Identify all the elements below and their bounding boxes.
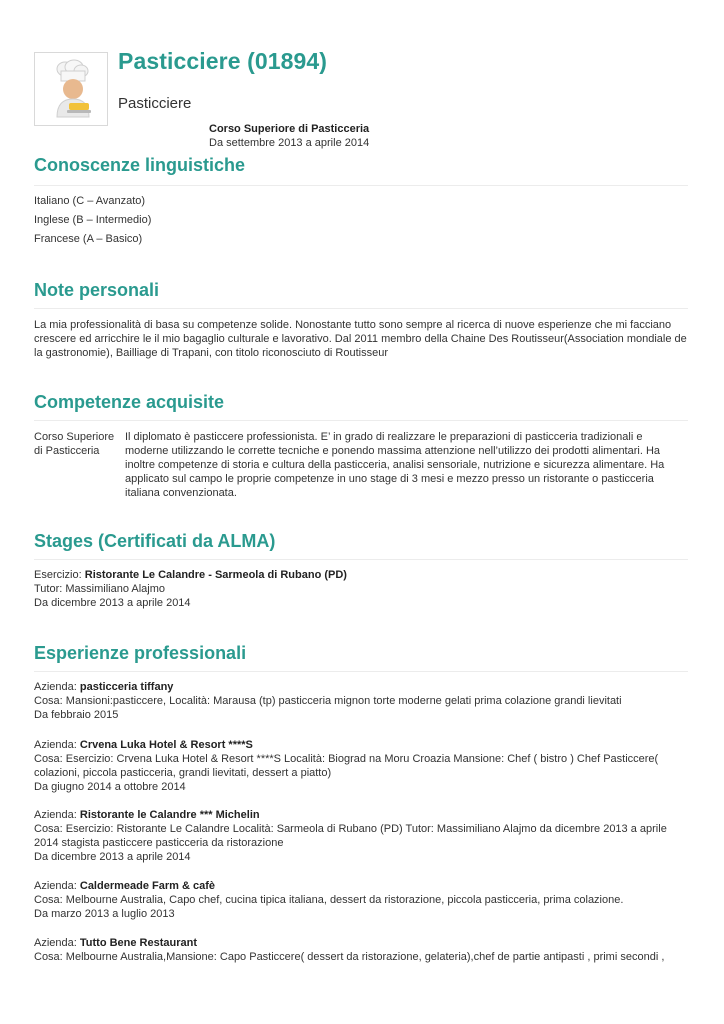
- stage-label: Esercizio:: [34, 569, 82, 581]
- page-title: Pasticciere (01894): [118, 48, 328, 74]
- experience-period: Da dicembre 2013 a aprile 2014: [34, 851, 191, 863]
- languages-list: [34, 192, 151, 249]
- experience-label: Azienda:: [34, 880, 77, 892]
- section-title-experience: Esperienze professionali: [34, 643, 247, 663]
- profile-photo: [34, 52, 108, 126]
- experience-item: [34, 936, 688, 964]
- experience-item: [34, 680, 688, 722]
- stage-entry: [34, 568, 688, 610]
- section-divider: [34, 420, 688, 421]
- experience-label: Azienda:: [34, 681, 77, 693]
- stage-period: Da dicembre 2013 a aprile 2014: [34, 597, 191, 609]
- section-title-skills: Competenze acquisite: [34, 392, 225, 412]
- experience-description: Cosa: Melbourne Australia,Mansione: Capo Pasticcere( dessert da ristorazione, gelateria),chef de partie antipasti , primi secondi ,: [34, 951, 665, 963]
- experience-description: Cosa: Esercizio: Crvena Luka Hotel & Resort ****S Località: Biograd na Moru Croazia Mansione: Chef ( bistro ) Chef Pasticcere( colazioni, piccola pasticceria, grandi lievitati, dessert a piatto): [34, 753, 659, 779]
- experience-item: [34, 879, 688, 921]
- education-entry: [209, 122, 369, 150]
- stage-tutor: Tutor: Massimiliano Alajmo: [34, 583, 166, 595]
- experience-company: Tutto Bene Restaurant: [79, 937, 198, 949]
- experience-period: Da febbraio 2015: [34, 709, 119, 721]
- chef-avatar-icon: [43, 59, 101, 121]
- experience-item: [34, 808, 688, 864]
- experience-label: Azienda:: [34, 809, 77, 821]
- education-period: Da settembre 2013 a aprile 2014: [209, 137, 370, 149]
- experience-label: Azienda:: [34, 937, 77, 949]
- skill-name: Corso Superiore di Pasticceria: [34, 431, 115, 457]
- section-divider: [34, 308, 688, 309]
- section-divider: [34, 671, 688, 672]
- language-item: Francese (A – Basico): [34, 233, 143, 245]
- section-title-stages: Stages (Certificati da ALMA): [34, 531, 276, 551]
- skill-description: Il diplomato è pasticcere professionista. E’ in grado di realizzare le preparazioni di pasticceria tradizionali e moderne utilizzando le corrette tecniche e ponendo massima attenzione nell’utilizzo dei prodotti alimentari. Ha inoltre competenze di storia e cultura della pasticceria, analisi sensoriale, nutrizione e sicurezza alimentare. Ha applicato sul campo le proprie competenze in uno stage di 3 mesi e mezzo presso un ristorante o pasticceria italiana convenzionata.: [125, 431, 665, 499]
- experience-item: [34, 738, 688, 794]
- education-title: Corso Superiore di Pasticceria: [209, 123, 370, 135]
- experience-description: Cosa: Esercizio: Ristorante Le Calandre Località: Sarmeola di Rubano (PD) Tutor: Massimiliano Alajmo da dicembre 2013 a aprile 2014 stagista pasticcere pasticceria da ristorazione: [34, 823, 667, 849]
- section-divider: [34, 559, 688, 560]
- section-divider: [34, 185, 688, 186]
- experience-company: Crvena Luka Hotel & Resort ****S: [79, 739, 253, 751]
- section-title-languages: Conoscenze linguistiche: [34, 155, 246, 175]
- notes-text: La mia professionalità di basa su competenze solide. Nonostante tutto sono sempre al ricerca di nuove esperienze che mi facciano crescere ed arricchire le il mio bagaglio culturale e lavorativo. Dal 2011 membro della Chaine Des Routisseur(Association mondiale de la gastronomie), Bailliage di Trapani, con titolo riconosciuto di Routisseur: [34, 319, 687, 359]
- experience-description: Cosa: Melbourne Australia, Capo chef, cucina tipica italiana, dessert da ristorazione, piccola pasticceria, prima colazione.: [34, 894, 624, 906]
- experience-company: pasticceria tiffany: [79, 681, 174, 693]
- experience-company: Ristorante le Calandre *** Michelin: [79, 809, 260, 821]
- experience-period: Da marzo 2013 a luglio 2013: [34, 908, 175, 920]
- experience-period: Da giugno 2014 a ottobre 2014: [34, 781, 186, 793]
- experience-company: Caldermeade Farm & cafè: [79, 880, 215, 892]
- profile-role: Pasticciere: [118, 95, 192, 112]
- stage-name: Ristorante Le Calandre - Sarmeola di Rubano (PD): [84, 569, 347, 581]
- experience-description: Cosa: Mansioni:pasticcere, Località: Marausa (tp) pasticceria mignon torte moderne gelati prima colazione grandi lievitati: [34, 695, 622, 707]
- language-item: Inglese (B – Intermedio): [34, 214, 152, 226]
- language-item: Italiano (C – Avanzato): [34, 195, 146, 207]
- section-title-notes: Note personali: [34, 280, 160, 300]
- experience-label: Azienda:: [34, 739, 77, 751]
